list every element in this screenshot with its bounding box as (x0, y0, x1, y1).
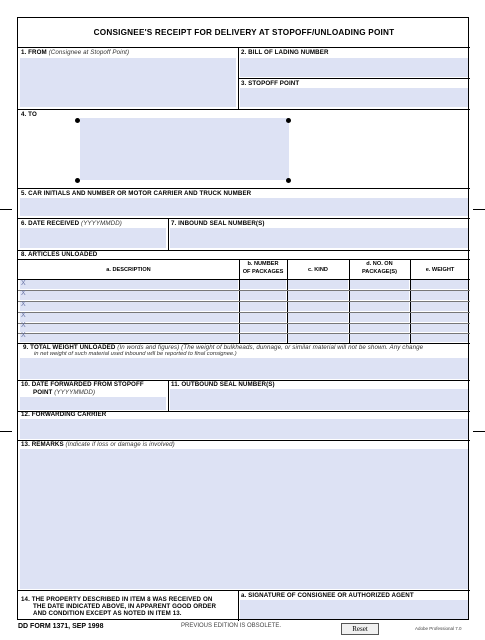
bill-of-lading-field[interactable] (240, 58, 468, 77)
row-mark: X (21, 312, 26, 319)
divider (18, 109, 470, 110)
outbound-seal-label: 11. OUTBOUND SEAL NUMBER(S) (171, 381, 275, 388)
divider (238, 78, 470, 79)
divider (18, 259, 470, 260)
number-of-packages-cell[interactable] (240, 280, 286, 289)
registration-tick-left-top (0, 209, 12, 210)
edition-notice: PREVIOUS EDITION IS OBSOLETE. (181, 623, 282, 629)
date-received-field[interactable] (20, 228, 166, 248)
remarks-label: 13. REMARKS (Indicate if loss or damage is involved) (21, 441, 175, 448)
row-mark: X (21, 332, 26, 339)
kind-cell[interactable] (288, 280, 348, 289)
bill-of-lading-label: 2. BILL OF LADING NUMBER (241, 49, 329, 56)
car-initials-field[interactable] (20, 198, 468, 216)
total-weight-label: 9. TOTAL WEIGHT UNLOADED (In words and figures) (The weight of bulkheads, dunnage, or similar material will not be shown. Any change (23, 344, 424, 351)
no-on-packages-cell[interactable] (350, 280, 409, 289)
address-window-corner-mark (286, 178, 291, 183)
no-on-packages-cell[interactable] (350, 291, 409, 300)
description-cell[interactable] (20, 334, 238, 342)
registration-tick-left-bottom (0, 431, 12, 432)
description-cell[interactable] (20, 313, 238, 322)
divider (18, 188, 470, 189)
row-mark: X (21, 322, 26, 329)
outbound-seal-field[interactable] (170, 389, 468, 410)
description-cell[interactable] (20, 291, 238, 300)
weight-cell[interactable] (411, 324, 468, 332)
certification-line3: AND CONDITION EXCEPT AS NOTED IN ITEM 13. (33, 610, 182, 617)
address-window-corner-mark (286, 118, 291, 123)
address-window-corner-mark (75, 118, 80, 123)
description-cell[interactable] (20, 280, 238, 289)
column-header-kind: c. KIND (308, 267, 328, 273)
divider (18, 590, 470, 591)
divider (18, 218, 470, 219)
number-of-packages-cell[interactable] (240, 324, 286, 332)
column-header-description: a. DESCRIPTION (106, 267, 151, 273)
divider (168, 380, 169, 411)
total-weight-hint: in net weight of such material used inbound will be reported to final consignee.) (34, 351, 237, 357)
kind-cell[interactable] (288, 324, 348, 332)
total-weight-field[interactable] (20, 358, 468, 379)
certification-line2: THE DATE INDICATED ABOVE, IN APPARENT GOOD ORDER (33, 603, 217, 610)
to-address-field[interactable] (80, 118, 289, 180)
articles-unloaded-label: 8. ARTICLES UNLOADED (21, 251, 98, 258)
kind-cell[interactable] (288, 291, 348, 300)
divider (18, 47, 470, 48)
inbound-seal-field[interactable] (170, 228, 468, 248)
number-of-packages-cell[interactable] (240, 291, 286, 300)
stopoff-point-field[interactable] (240, 88, 468, 107)
car-initials-label: 5. CAR INITIALS AND NUMBER OR MOTOR CARRIER AND TRUCK NUMBER (21, 190, 252, 197)
reset-button[interactable]: Reset (341, 623, 379, 635)
weight-cell[interactable] (411, 334, 468, 342)
kind-cell[interactable] (288, 334, 348, 342)
remarks-field[interactable] (20, 449, 468, 589)
row-mark: X (21, 301, 26, 308)
no-on-packages-cell[interactable] (350, 324, 409, 332)
from-field[interactable] (20, 58, 236, 107)
signature-label: a. SIGNATURE OF CONSIGNEE OR AUTHORIZED AGENT (241, 592, 414, 599)
signature-field[interactable] (240, 600, 468, 619)
to-label: 4. TO (21, 111, 37, 118)
weight-cell[interactable] (411, 313, 468, 322)
number-of-packages-cell[interactable] (240, 334, 286, 342)
weight-cell[interactable] (411, 291, 468, 300)
inbound-seal-label: 7. INBOUND SEAL NUMBER(S) (171, 220, 265, 227)
forwarding-carrier-label: 12. FORWARDING CARRIER (21, 411, 107, 418)
registration-tick-right-top (473, 209, 485, 210)
date-forwarded-field[interactable] (20, 397, 166, 410)
number-of-packages-cell[interactable] (240, 302, 286, 311)
no-on-packages-cell[interactable] (350, 334, 409, 342)
date-forwarded-label-line2: POINT (YYYYMMDD) (33, 389, 96, 396)
kind-cell[interactable] (288, 302, 348, 311)
column-header-weight: e. WEIGHT (425, 267, 455, 273)
description-cell[interactable] (20, 302, 238, 311)
weight-cell[interactable] (411, 302, 468, 311)
stopoff-point-label: 3. STOPOFF POINT (241, 80, 300, 87)
description-cell[interactable] (20, 324, 238, 332)
weight-cell[interactable] (411, 280, 468, 289)
divider (238, 590, 239, 621)
form-number: DD FORM 1371, SEP 1998 (18, 623, 104, 630)
dd-form-1371 (17, 17, 469, 620)
date-forwarded-label: 10. DATE FORWARDED FROM STOPOFF (21, 381, 144, 388)
column-header-number-of-packages: b. NUMBER OF PACKAGES (242, 261, 284, 275)
row-mark: X (21, 290, 26, 297)
number-of-packages-cell[interactable] (240, 313, 286, 322)
divider (168, 218, 169, 250)
kind-cell[interactable] (288, 313, 348, 322)
registration-tick-right-bottom (473, 431, 485, 432)
from-label: 1. FROM (Consignee at Stopoff Point) (21, 49, 130, 56)
column-header-no-on-packages: d. NO. ON PACKAGE(S) (361, 261, 397, 275)
no-on-packages-cell[interactable] (350, 313, 409, 322)
forwarding-carrier-field[interactable] (20, 419, 468, 439)
date-received-label: 6. DATE RECEIVED (YYYYMMDD) (21, 220, 122, 227)
address-window-corner-mark (75, 178, 80, 183)
row-mark: X (21, 280, 26, 287)
certification-line1: 14. THE PROPERTY DESCRIBED IN ITEM 8 WAS RECEIVED ON (21, 596, 213, 603)
no-on-packages-cell[interactable] (350, 302, 409, 311)
form-title: CONSIGNEE'S RECEIPT FOR DELIVERY AT STOPOFF/UNLOADING POINT (93, 28, 395, 37)
software-version: Adobe Professional 7.0 (415, 626, 462, 631)
